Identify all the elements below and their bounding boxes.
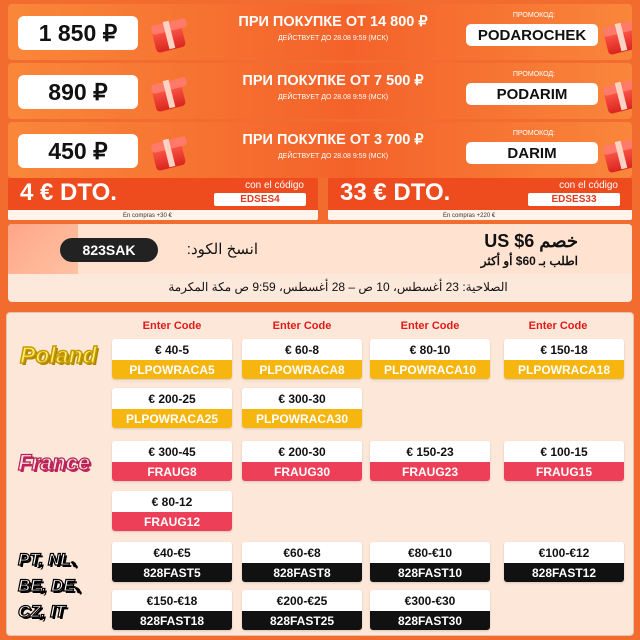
coupon-card[interactable] bbox=[370, 590, 490, 630]
discount-amount: 4 € DTO. bbox=[20, 179, 117, 206]
coupon-value: €100-€12 bbox=[504, 542, 624, 563]
coupon-value: €200-€25 bbox=[242, 590, 362, 611]
gift-icon bbox=[148, 77, 192, 111]
country-label-france: France bbox=[18, 450, 91, 475]
coupon-value: € 80-12 bbox=[112, 491, 232, 512]
country-label-poland: Poland bbox=[20, 342, 97, 368]
coupon-card[interactable] bbox=[242, 339, 362, 379]
discount-amount: خصم 6$ US bbox=[484, 231, 578, 251]
coupon-code[interactable]: 828FAST12 bbox=[504, 563, 624, 582]
coupon-code[interactable]: PLPOWRACA8 bbox=[242, 360, 362, 379]
coupon-value: € 150-18 bbox=[504, 339, 624, 360]
coupon-card[interactable] bbox=[242, 441, 362, 481]
min-purchase-note: En compras +220 € bbox=[443, 213, 496, 219]
coupon-code[interactable]: FRAUG12 bbox=[112, 512, 232, 531]
gift-icon bbox=[600, 138, 632, 172]
discount-amount: 890 ₽ bbox=[18, 75, 138, 109]
coupon-value: € 100-15 bbox=[504, 441, 624, 462]
coupon-code[interactable]: 828FAST25 bbox=[242, 611, 362, 630]
country-label-other: PT, NL、BE, DE、CZ, IT bbox=[18, 550, 92, 621]
coupon-value: € 60-8 bbox=[242, 339, 362, 360]
coupon-code[interactable]: PLPOWRACA30 bbox=[242, 409, 362, 428]
gift-icon bbox=[148, 18, 192, 52]
promo-code[interactable]: PODARIM bbox=[466, 83, 598, 105]
gift-icon bbox=[600, 20, 632, 54]
column-header: Enter Code bbox=[142, 320, 202, 332]
promo-label: ПРОМОКОД: bbox=[512, 71, 556, 78]
es-promo-banner-1 bbox=[8, 178, 318, 220]
gift-icon bbox=[600, 79, 632, 113]
coupon-value: € 300-30 bbox=[242, 388, 362, 409]
coupon-value: € 200-30 bbox=[242, 441, 362, 462]
min-purchase-text: ПРИ ПОКУПКЕ ОТ 14 800 ₽ bbox=[238, 14, 428, 30]
coupon-value: €80-€10 bbox=[370, 542, 490, 563]
coupon-code[interactable]: PLPOWRACA25 bbox=[112, 409, 232, 428]
promo-code[interactable]: 823SAK bbox=[60, 238, 158, 262]
coupon-card[interactable] bbox=[370, 339, 490, 379]
coupon-card[interactable] bbox=[112, 388, 232, 428]
ru-promo-banner-2 bbox=[8, 63, 632, 119]
coupon-value: €40-€5 bbox=[112, 542, 232, 563]
coupon-card[interactable] bbox=[242, 388, 362, 428]
code-label: con el código bbox=[559, 180, 618, 191]
coupon-code[interactable]: FRAUG8 bbox=[112, 462, 232, 481]
validity-text: ДЕЙСТВУЕТ ДО 28.08 9:59 (МСК) bbox=[277, 153, 389, 160]
promo-code[interactable]: EDSES4 bbox=[214, 193, 306, 206]
coupon-code[interactable]: 828FAST5 bbox=[112, 563, 232, 582]
coupon-value: €150-€18 bbox=[112, 590, 232, 611]
min-purchase-text: ПРИ ПОКУПКЕ ОТ 7 500 ₽ bbox=[242, 73, 424, 89]
min-purchase-text: ПРИ ПОКУПКЕ ОТ 3 700 ₽ bbox=[242, 132, 424, 148]
promo-label: ПРОМОКОД: bbox=[512, 130, 556, 137]
copy-code-label: انسخ الكود: bbox=[186, 241, 258, 258]
coupon-card[interactable] bbox=[112, 590, 232, 630]
coupon-card[interactable] bbox=[370, 542, 490, 582]
coupon-code[interactable]: FRAUG15 bbox=[504, 462, 624, 481]
validity-text: ДЕЙСТВУЕТ ДО 28.08 9:59 (МСК) bbox=[277, 94, 389, 101]
ru-promo-banner-1 bbox=[8, 4, 632, 60]
coupon-card[interactable] bbox=[370, 441, 490, 481]
ar-promo-banner bbox=[8, 224, 632, 302]
coupon-code[interactable]: 828FAST30 bbox=[370, 611, 490, 630]
ru-promo-banner-3 bbox=[8, 122, 632, 178]
coupon-card[interactable] bbox=[112, 441, 232, 481]
coupon-value: € 150-23 bbox=[370, 441, 490, 462]
coupon-card[interactable] bbox=[504, 339, 624, 379]
coupon-code[interactable]: 828FAST18 bbox=[112, 611, 232, 630]
discount-amount: 33 € DTO. bbox=[340, 179, 451, 206]
coupon-value: € 80-10 bbox=[370, 339, 490, 360]
discount-amount: 1 850 ₽ bbox=[18, 16, 138, 50]
min-purchase-text: اطلب بـ 60$ أو أكثر bbox=[480, 254, 578, 268]
coupon-card[interactable] bbox=[112, 542, 232, 582]
coupon-card[interactable] bbox=[504, 542, 624, 582]
coupon-card[interactable] bbox=[242, 590, 362, 630]
promo-code[interactable]: EDSES33 bbox=[528, 193, 620, 206]
coupon-value: €60-€8 bbox=[242, 542, 362, 563]
promo-code[interactable]: DARIM bbox=[466, 142, 598, 164]
coupon-card[interactable] bbox=[112, 339, 232, 379]
coupon-card[interactable] bbox=[242, 542, 362, 582]
code-label: con el código bbox=[245, 180, 304, 191]
min-purchase-note: En compras +30 € bbox=[123, 213, 172, 219]
coupon-value: € 200-25 bbox=[112, 388, 232, 409]
coupon-code[interactable]: PLPOWRACA10 bbox=[370, 360, 490, 379]
coupon-value: € 40-5 bbox=[112, 339, 232, 360]
coupon-card[interactable] bbox=[504, 441, 624, 481]
es-promo-banner-2 bbox=[328, 178, 632, 220]
column-header: Enter Code bbox=[400, 320, 460, 332]
coupon-code[interactable]: 828FAST10 bbox=[370, 563, 490, 582]
gift-icon bbox=[148, 136, 192, 170]
coupon-code[interactable]: PLPOWRACA5 bbox=[112, 360, 232, 379]
coupon-card[interactable] bbox=[112, 491, 232, 531]
validity-text: ДЕЙСТВУЕТ ДО 28.08 9:59 (МСК) bbox=[277, 35, 389, 42]
discount-amount: 450 ₽ bbox=[18, 134, 138, 168]
promo-label: ПРОМОКОД: bbox=[512, 12, 556, 19]
promo-code[interactable]: PODAROCHEK bbox=[466, 24, 598, 46]
validity-text: الصلاحية: 23 أغسطس، 10 ص – 28 أغسطس، 9:59 ص مكة المكرمة bbox=[168, 280, 508, 294]
coupon-code[interactable]: FRAUG30 bbox=[242, 462, 362, 481]
coupon-value: €300-€30 bbox=[370, 590, 490, 611]
column-header: Enter Code bbox=[528, 320, 588, 332]
coupon-code[interactable]: PLPOWRACA18 bbox=[504, 360, 624, 379]
coupon-code[interactable]: FRAUG23 bbox=[370, 462, 490, 481]
coupon-code[interactable]: 828FAST8 bbox=[242, 563, 362, 582]
column-header: Enter Code bbox=[272, 320, 332, 332]
coupon-value: € 300-45 bbox=[112, 441, 232, 462]
